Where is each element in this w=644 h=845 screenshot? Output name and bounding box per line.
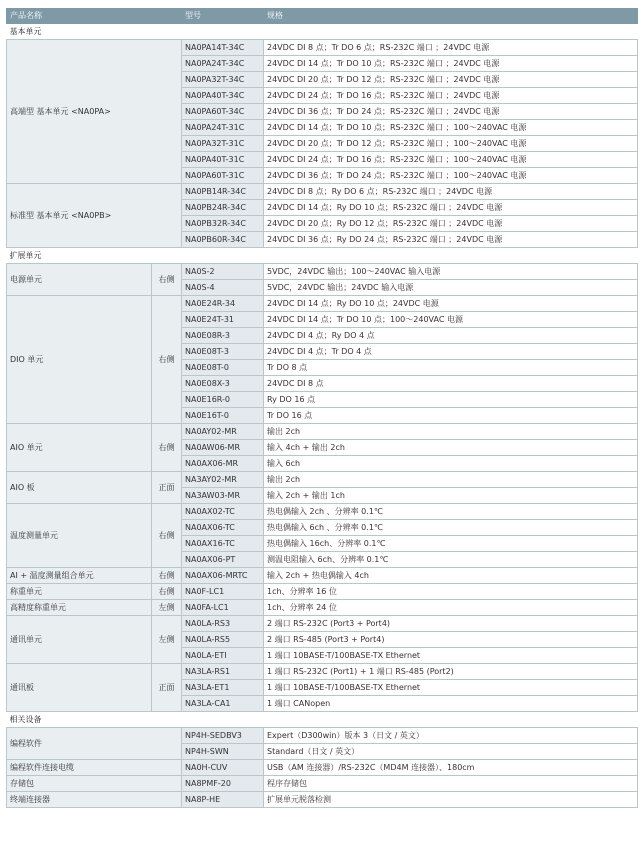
spec-cell: 24VDC DI 20 点；Tr DO 12 点；RS-232C 端口 ；24VDC 电源 bbox=[264, 72, 638, 88]
category-cell: 存储包 bbox=[7, 776, 182, 792]
spec-cell: 热电偶输入 6ch 、分辨率 0.1℃ bbox=[264, 520, 638, 536]
spec-cell: 24VDC DI 24 点；Tr DO 16 点；RS-232C 端口 ；100～240VAC 电源 bbox=[264, 152, 638, 168]
model-cell: NA0E16R-0 bbox=[182, 392, 264, 408]
mount-side-cell: 右侧 bbox=[152, 296, 182, 424]
spec-cell: 24VDC DI 14 点；Ry DO 10 点；RS-232C 端口 ；24VDC 电源 bbox=[264, 200, 638, 216]
mount-side-cell: 右侧 bbox=[152, 264, 182, 296]
model-cell: NA0H-CUV bbox=[182, 760, 264, 776]
model-cell: NA0AW06-MR bbox=[182, 440, 264, 456]
product-table-container bbox=[6, 8, 638, 808]
section-expansion-label: 扩展单元 bbox=[7, 248, 638, 264]
model-cell: NA0E16T-0 bbox=[182, 408, 264, 424]
spec-cell: 5VDC，24VDC 输出；100～240VAC 输入电源 bbox=[264, 264, 638, 280]
mount-side-cell: 右侧 bbox=[152, 568, 182, 584]
mount-side-cell: 右侧 bbox=[152, 424, 182, 472]
table-row bbox=[7, 600, 638, 616]
category-cell: AIO 板 bbox=[7, 472, 152, 504]
table-row bbox=[7, 568, 638, 584]
spec-cell: 输入 2ch + 输出 1ch bbox=[264, 488, 638, 504]
model-cell: NA3AY02-MR bbox=[182, 472, 264, 488]
table-header-row bbox=[7, 9, 638, 24]
model-cell: NA0F-LC1 bbox=[182, 584, 264, 600]
product-table bbox=[6, 8, 638, 808]
spec-cell: 24VDC DI 8 点；Tr DO 6 点；RS-232C 端口 ；24VDC 电源 bbox=[264, 40, 638, 56]
model-cell: NP4H-SWN bbox=[182, 744, 264, 760]
category-cell: AIO 单元 bbox=[7, 424, 152, 472]
category-cell: 编程软件 bbox=[7, 728, 182, 760]
spec-cell: 热电偶输入 2ch 、分辨率 0.1℃ bbox=[264, 504, 638, 520]
section-expansion bbox=[7, 248, 638, 264]
spec-cell: 1ch、分辨率 24 位 bbox=[264, 600, 638, 616]
spec-cell: Ry DO 16 点 bbox=[264, 392, 638, 408]
table-row bbox=[7, 472, 638, 488]
model-cell: NA0PB60R-34C bbox=[182, 232, 264, 248]
mount-side-cell: 左侧 bbox=[152, 600, 182, 616]
model-cell: NA0S-2 bbox=[182, 264, 264, 280]
header-model: 型号 bbox=[182, 9, 264, 24]
spec-cell: 24VDC DI 20 点；Tr DO 12 点；RS-232C 端口 ；100～240VAC 电源 bbox=[264, 136, 638, 152]
model-cell: NA8P-HE bbox=[182, 792, 264, 808]
spec-cell: 24VDC DI 4 点；Ry DO 4 点 bbox=[264, 328, 638, 344]
spec-cell: 24VDC DI 14 点；Ry DO 10 点；24VDC 电源 bbox=[264, 296, 638, 312]
spec-cell: 2 端口 RS-485 (Port3 + Port4) bbox=[264, 632, 638, 648]
model-cell: NA0LA-ETI bbox=[182, 648, 264, 664]
spec-cell: Standard（日文 / 英文） bbox=[264, 744, 638, 760]
model-cell: NA0E24R-34 bbox=[182, 296, 264, 312]
category-cell: DIO 单元 bbox=[7, 296, 152, 424]
spec-cell: 24VDC DI 14 点；Tr DO 10 点；100～240VAC 电源 bbox=[264, 312, 638, 328]
spec-cell: 24VDC DI 24 点；Tr DO 16 点；RS-232C 端口 ；24VDC 电源 bbox=[264, 88, 638, 104]
spec-cell: 输入 6ch bbox=[264, 456, 638, 472]
model-cell: NA0PA14T-34C bbox=[182, 40, 264, 56]
mount-side-cell: 右侧 bbox=[152, 504, 182, 568]
table-row bbox=[7, 40, 638, 56]
category-cell: 通讯板 bbox=[7, 664, 152, 712]
table-row bbox=[7, 264, 638, 280]
spec-cell: Expert（D300win）版本 3（日文 / 英文） bbox=[264, 728, 638, 744]
spec-cell: 1 端口 10BASE-T/100BASE-TX Ethernet bbox=[264, 648, 638, 664]
spec-cell: Tr DO 8 点 bbox=[264, 360, 638, 376]
spec-cell: 1 端口 10BASE-T/100BASE-TX Ethernet bbox=[264, 680, 638, 696]
spec-cell: 24VDC DI 14 点；Tr DO 10 点；RS-232C 端口 ；24VDC 电源 bbox=[264, 56, 638, 72]
mount-side-cell: 左侧 bbox=[152, 616, 182, 664]
spec-cell: 24VDC DI 4 点；Tr DO 4 点 bbox=[264, 344, 638, 360]
spec-cell: 热电偶输入 16ch、分辨率 0.1℃ bbox=[264, 536, 638, 552]
table-row bbox=[7, 424, 638, 440]
spec-cell: 24VDC DI 14 点；Tr DO 10 点；RS-232C 端口 ；100～240VAC 电源 bbox=[264, 120, 638, 136]
spec-cell: 测温电阻输入 6ch、分辨率 0.1℃ bbox=[264, 552, 638, 568]
model-cell: NA0E08R-3 bbox=[182, 328, 264, 344]
spec-cell: 24VDC DI 36 点；Tr DO 24 点；RS-232C 端口 ；100～240VAC 电源 bbox=[264, 168, 638, 184]
model-cell: NA0AX02-TC bbox=[182, 504, 264, 520]
model-cell: NA0PA40T-31C bbox=[182, 152, 264, 168]
spec-cell: 扩展单元脱落检测 bbox=[264, 792, 638, 808]
model-cell: NA0PB24R-34C bbox=[182, 200, 264, 216]
model-cell: NA0PB32R-34C bbox=[182, 216, 264, 232]
model-cell: NA0LA-RS3 bbox=[182, 616, 264, 632]
table-row bbox=[7, 296, 638, 312]
model-cell: NA0AX06-MRTC bbox=[182, 568, 264, 584]
model-cell: NA3AW03-MR bbox=[182, 488, 264, 504]
model-cell: NA0AY02-MR bbox=[182, 424, 264, 440]
section-related bbox=[7, 712, 638, 728]
table-row bbox=[7, 792, 638, 808]
section-basic bbox=[7, 24, 638, 40]
model-cell: NA0PA32T-31C bbox=[182, 136, 264, 152]
spec-cell: 1 端口 CANopen bbox=[264, 696, 638, 712]
spec-cell: 2 端口 RS-232C (Port3 + Port4) bbox=[264, 616, 638, 632]
model-cell: NP4H-SEDBV3 bbox=[182, 728, 264, 744]
spec-cell: 输出 2ch bbox=[264, 472, 638, 488]
model-cell: NA0AX06-MR bbox=[182, 456, 264, 472]
model-cell: NA0FA-LC1 bbox=[182, 600, 264, 616]
table-body bbox=[7, 24, 638, 808]
model-cell: NA0AX06-TC bbox=[182, 520, 264, 536]
model-cell: NA0PB14R-34C bbox=[182, 184, 264, 200]
spec-cell: 24VDC DI 36 点；Tr DO 24 点；RS-232C 端口 ；24VDC 电源 bbox=[264, 104, 638, 120]
model-cell: NA0PA24T-31C bbox=[182, 120, 264, 136]
table-row bbox=[7, 760, 638, 776]
model-cell: NA0E08T-0 bbox=[182, 360, 264, 376]
spec-cell: 程序存储包 bbox=[264, 776, 638, 792]
category-cell: 高端型 基本单元 <NA0PA> bbox=[7, 40, 182, 184]
table-row bbox=[7, 728, 638, 744]
spec-cell: 24VDC DI 8 点 bbox=[264, 376, 638, 392]
spec-cell: 24VDC DI 36 点；Ry DO 24 点；RS-232C 端口 ；24VDC 电源 bbox=[264, 232, 638, 248]
model-cell: NA0PA40T-34C bbox=[182, 88, 264, 104]
model-cell: NA0AX16-TC bbox=[182, 536, 264, 552]
category-cell: AI + 温度测量组合单元 bbox=[7, 568, 152, 584]
model-cell: NA0PA60T-31C bbox=[182, 168, 264, 184]
category-cell: 高精度称重单元 bbox=[7, 600, 152, 616]
mount-side-cell: 正面 bbox=[152, 664, 182, 712]
mount-side-cell: 右侧 bbox=[152, 584, 182, 600]
table-row bbox=[7, 184, 638, 200]
section-related-label: 相关设备 bbox=[7, 712, 638, 728]
model-cell: NA0LA-RS5 bbox=[182, 632, 264, 648]
model-cell: NA3LA-RS1 bbox=[182, 664, 264, 680]
table-row bbox=[7, 664, 638, 680]
category-cell: 称重单元 bbox=[7, 584, 152, 600]
model-cell: NA0AX06-PT bbox=[182, 552, 264, 568]
model-cell: NA8PMF-20 bbox=[182, 776, 264, 792]
header-spec: 规格 bbox=[264, 9, 638, 24]
model-cell: NA0E24T-31 bbox=[182, 312, 264, 328]
spec-cell: 1ch、分辨率 16 位 bbox=[264, 584, 638, 600]
model-cell: NA0PA60T-34C bbox=[182, 104, 264, 120]
table-row bbox=[7, 584, 638, 600]
spec-cell: 24VDC DI 8 点；Ry DO 6 点；RS-232C 端口 ；24VDC 电源 bbox=[264, 184, 638, 200]
table-row bbox=[7, 504, 638, 520]
category-cell: 终端连接器 bbox=[7, 792, 182, 808]
model-cell: NA3LA-ET1 bbox=[182, 680, 264, 696]
model-cell: NA0PA24T-34C bbox=[182, 56, 264, 72]
category-cell: 编程软件连接电缆 bbox=[7, 760, 182, 776]
model-cell: NA0E08X-3 bbox=[182, 376, 264, 392]
model-cell: NA3LA-CA1 bbox=[182, 696, 264, 712]
model-cell: NA0E08T-3 bbox=[182, 344, 264, 360]
spec-cell: 1 端口 RS-232C (Port1) + 1 端口 RS-485 (Port2) bbox=[264, 664, 638, 680]
spec-cell: Tr DO 16 点 bbox=[264, 408, 638, 424]
header-product-name: 产品名称 bbox=[7, 9, 182, 24]
spec-cell: 输出 2ch bbox=[264, 424, 638, 440]
model-cell: NA0S-4 bbox=[182, 280, 264, 296]
section-basic-label: 基本单元 bbox=[7, 24, 638, 40]
spec-cell: 输入 4ch + 输出 2ch bbox=[264, 440, 638, 456]
category-cell: 温度测量单元 bbox=[7, 504, 152, 568]
table-row bbox=[7, 776, 638, 792]
category-cell: 通讯单元 bbox=[7, 616, 152, 664]
mount-side-cell: 正面 bbox=[152, 472, 182, 504]
category-cell: 电源单元 bbox=[7, 264, 152, 296]
table-row bbox=[7, 616, 638, 632]
category-cell: 标准型 基本单元 <NA0PB> bbox=[7, 184, 182, 248]
spec-cell: 5VDC，24VDC 输出；24VDC 输入电源 bbox=[264, 280, 638, 296]
spec-cell: 输入 2ch + 热电偶输入 4ch bbox=[264, 568, 638, 584]
spec-cell: USB（AM 连接器）/RS-232C（MD4M 连接器）、180cm bbox=[264, 760, 638, 776]
spec-cell: 24VDC DI 20 点；Ry DO 12 点；RS-232C 端口 ；24VDC 电源 bbox=[264, 216, 638, 232]
model-cell: NA0PA32T-34C bbox=[182, 72, 264, 88]
